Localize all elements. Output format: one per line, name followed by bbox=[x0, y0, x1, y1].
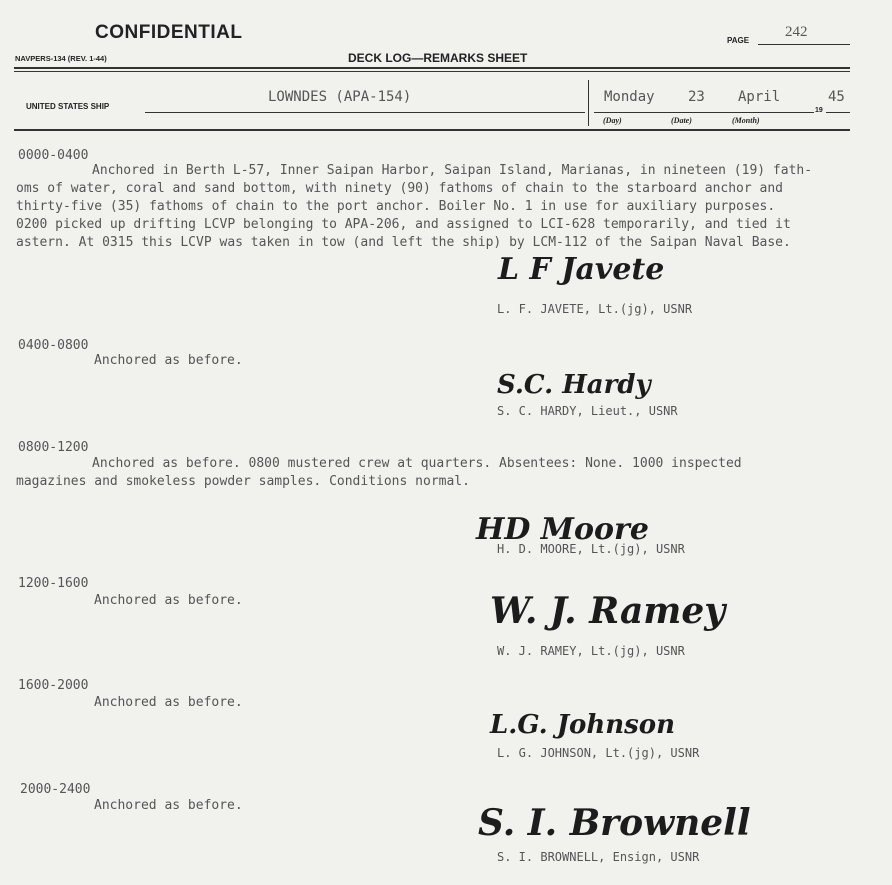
header-rule-lower bbox=[14, 129, 850, 131]
year-value: 45 bbox=[828, 89, 845, 105]
officer-signature: S. I. BROWNELL, Ensign, USNR bbox=[497, 850, 700, 864]
watch-time: 0800-1200 bbox=[18, 440, 89, 455]
handwritten-signature: HD Moore bbox=[476, 512, 649, 547]
remark-line: 0200 picked up drifting LCVP belonging to APA-206, and assigned to LCI-628 temporarily, and tied it bbox=[16, 217, 791, 232]
officer-signature: H. D. MOORE, Lt.(jg), USNR bbox=[497, 542, 685, 556]
officer-signature: L. F. JAVETE, Lt.(jg), USNR bbox=[497, 302, 693, 316]
watch-time: 0000-0400 bbox=[18, 148, 89, 163]
remark-line: astern. At 0315 this LCVP was taken in tow (and left the ship) by LCM-112 of the Saipan Naval Base. bbox=[16, 235, 791, 250]
handwritten-signature: W. J. Ramey bbox=[490, 590, 726, 632]
handwritten-signature: L F Javete bbox=[498, 252, 665, 287]
handwritten-signature: L.G. Johnson bbox=[490, 710, 676, 740]
divider-vertical bbox=[588, 80, 589, 126]
month-value: April bbox=[738, 89, 781, 105]
officer-signature: L. G. JOHNSON, Lt.(jg), USNR bbox=[497, 746, 700, 760]
officer-signature: W. J. RAMEY, Lt.(jg), USNR bbox=[497, 644, 685, 658]
date-caption: (Date) bbox=[671, 116, 692, 125]
header-rule-top bbox=[14, 67, 850, 69]
remark-line: oms of water, coral and sand bottom, with ninety (90) fathoms of chain to the starboard anchor and bbox=[16, 181, 784, 196]
handwritten-signature: S.C. Hardy bbox=[497, 370, 651, 400]
handwritten-signature: S. I. Brownell bbox=[478, 802, 751, 844]
remark-line: Anchored as before. bbox=[94, 695, 243, 710]
page-number: 242 bbox=[785, 24, 808, 40]
month-caption: (Month) bbox=[732, 116, 760, 125]
day-caption: (Day) bbox=[603, 116, 622, 125]
watch-time: 0400-0800 bbox=[18, 338, 89, 353]
form-number: NAVPERS-134 (REV. 1-44) bbox=[15, 54, 107, 63]
year-prefix: 19 bbox=[815, 107, 823, 114]
date-underline bbox=[594, 112, 814, 113]
remark-line: Anchored as before. bbox=[94, 593, 243, 608]
ship-name: LOWNDES (APA-154) bbox=[268, 89, 412, 105]
remark-line: Anchored as before. bbox=[94, 353, 243, 368]
year-underline bbox=[826, 112, 850, 113]
officer-signature: S. C. HARDY, Lieut., USNR bbox=[497, 404, 678, 418]
date-value: 23 bbox=[688, 89, 705, 105]
remark-line: Anchored in Berth L-57, Inner Saipan Harbor, Saipan Island, Marianas, in nineteen (19) fath- bbox=[92, 163, 813, 178]
page-underline bbox=[758, 44, 850, 45]
remark-line: magazines and smokeless powder samples. Conditions normal. bbox=[16, 474, 470, 489]
watch-time: 1200-1600 bbox=[18, 576, 89, 591]
remark-line: Anchored as before. 0800 mustered crew at quarters. Absentees: None. 1000 inspected bbox=[92, 456, 742, 471]
watch-time: 1600-2000 bbox=[18, 678, 89, 693]
page-label: PAGE bbox=[727, 36, 750, 45]
watch-time: 2000-2400 bbox=[20, 782, 91, 797]
ship-label: UNITED STATES SHIP bbox=[26, 102, 110, 111]
ship-underline bbox=[145, 112, 585, 113]
page-title: DECK LOG—REMARKS SHEET bbox=[348, 51, 528, 65]
header-rule-bottom bbox=[14, 71, 850, 72]
confidential-label: CONFIDENTIAL bbox=[95, 22, 243, 43]
remark-line: thirty-five (35) fathoms of chain to the port anchor. Boiler No. 1 in use for auxiliary purposes. bbox=[16, 199, 776, 214]
day-value: Monday bbox=[604, 89, 655, 105]
remark-line: Anchored as before. bbox=[94, 798, 243, 813]
